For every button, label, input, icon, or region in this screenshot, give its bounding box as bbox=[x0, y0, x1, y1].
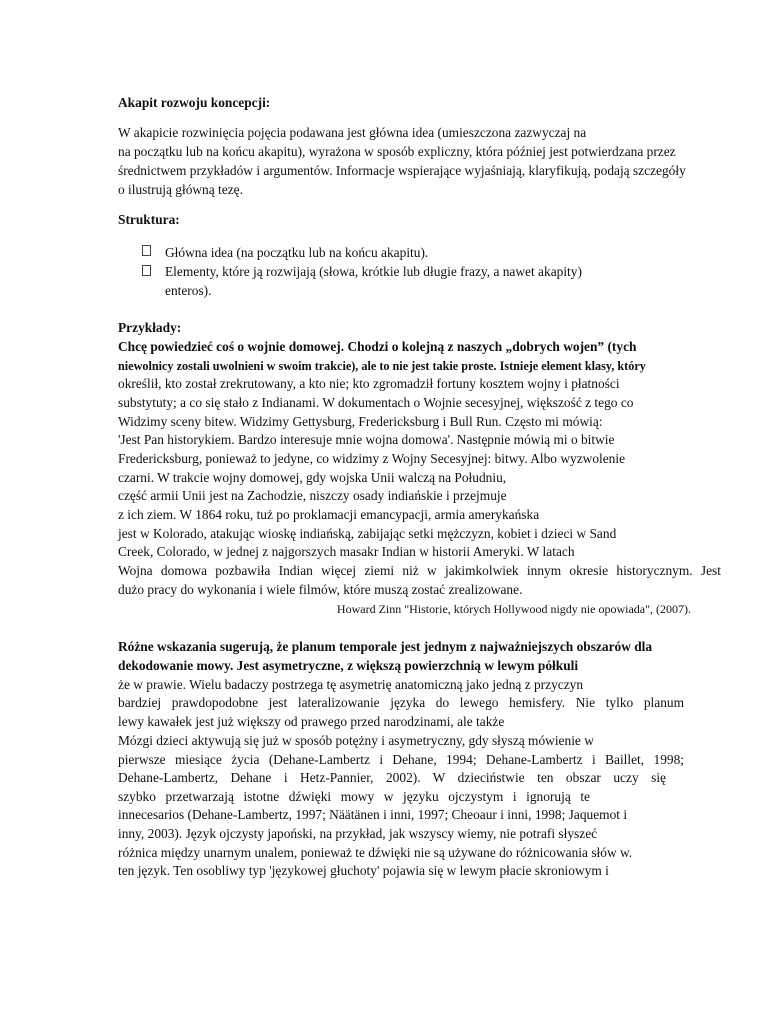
example1-line: z ich ziem. W 1864 roku, tuż po proklamacji emancypacji, armia amerykańska bbox=[118, 507, 540, 522]
bullet-item: Elementy, które ją rozwijają (słowa, krótkie lub długie frazy, a nawet akapity) bbox=[165, 264, 582, 279]
example2-line: pierwsze miesiące życia (Dehane-Lambertz i Dehane, 1994; Dehane-Lambertz i Baillet, 1998; bbox=[118, 752, 684, 767]
example1-line: część armii Unii jest na Zachodzie, niszczy osady indiańskie i przejmuje bbox=[118, 488, 507, 503]
example1-line: czarni. W trakcie wojny domowej, gdy wojska Unii walczą na Południu, bbox=[118, 470, 507, 485]
example1-line: dużo pracy do wykonania i wiele filmów, które muszą zostać zrealizowane. bbox=[118, 582, 523, 597]
section-heading: Akapit rozwoju koncepcji: bbox=[118, 95, 271, 110]
example2-line: ten język. Ten osobliwy typ 'językowej głuchoty' pojawia się w lewym płacie skroniowym i bbox=[118, 863, 609, 878]
quote-source: Howard Zinn "Historie, których Hollywood nigdy nie opowiada", (2007). bbox=[336, 602, 691, 616]
example1-line: 'Jest Pan historykiem. Bardzo interesuje mnie wojna domowa'. Następnie mówią mi o bitwie bbox=[118, 432, 615, 447]
bullet-box-icon bbox=[142, 265, 151, 276]
examples-heading: Przykłady: bbox=[118, 320, 182, 335]
example1-line: Wojna domowa pozbawiła Indian więcej ziemi niż w jakimkolwiek innym okresie historycznym. Jest bbox=[118, 563, 721, 578]
example2-line: inny, 2003). Język ojczysty japoński, na przykład, jak wszyscy wiemy, nie potrafi słyszeć bbox=[118, 826, 598, 841]
example2-line: innecesarios (Dehane-Lambertz, 1997; Näätänen i inni, 1997; Cheoaur i inni, 1998; Jaquemot i bbox=[118, 807, 628, 822]
example2-line: bardziej prawdopodobne jest lateralizowanie języka do lewego hemisfery. Nie tylko planum bbox=[118, 695, 684, 710]
example2-line: Mózgi dzieci aktywują się już w sposób potężny i asymetryczny, gdy słyszą mówienie w bbox=[118, 733, 594, 748]
intro-line: o ilustrują główną tezę. bbox=[118, 182, 243, 197]
example1-bold-line: Chcę powiedzieć coś o wojnie domowej. Chodzi o kolejną z naszych „dobrych wojen” (tych bbox=[118, 339, 637, 354]
example1-line: Creek, Colorado, w jednej z najgorszych masakr Indian w historii Ameryki. W latach bbox=[118, 544, 575, 559]
example2-line: lewy kawałek jest już większy od prawego przed narodzinami, ale także bbox=[118, 714, 505, 729]
example2-line: Dehane-Lambertz, Dehane i Hetz-Pannier, 2002). W dzieciństwie ten obszar uczy się bbox=[118, 770, 666, 785]
example1-line: Fredericksburg, ponieważ to jedyne, co widzimy z Wojny Secesyjnej: bitwy. Albo wyzwolenie bbox=[118, 451, 626, 466]
example1-line: jest w Kolorado, atakując wioskę indiańską, zabijając setki mężczyzn, kobiet i dzieci w Sand bbox=[118, 526, 617, 541]
example2-line: różnica między unarnym unalem, ponieważ te dźwięki nie są używane do różnicowania słów w. bbox=[118, 845, 633, 860]
example2-bold-line: Różne wskazania sugerują, że planum temporale jest jednym z najważniejszych obszarów dla bbox=[118, 639, 653, 654]
bullet-box-icon bbox=[142, 245, 151, 256]
example1-bold-line: niewolnicy zostali uwolnieni w swoim trakcie), ale to nie jest takie proste. Istnieje element klasy, który bbox=[118, 359, 646, 373]
bullet-item: Główna idea (na początku lub na końcu akapitu). bbox=[165, 245, 429, 260]
intro-line: średnictwem przykładów i argumentów. Informacje wspierające wyjaśniają, klaryfikują, podają szczegóły bbox=[118, 163, 686, 178]
intro-line: na początku lub na końcu akapitu), wyrażona w sposób expliczny, która później jest potwierdzana przez bbox=[118, 144, 676, 159]
example1-line: Widzimy sceny bitew. Widzimy Gettysburg, Fredericksburg i Bull Run. Często mi mówią: bbox=[118, 414, 603, 429]
example1-line: substytuty; a co się stało z Indianami. W dokumentach o Wojnie secesyjnej, większość z tego co bbox=[118, 395, 634, 410]
example1-line: określił, kto został zrekrutowany, a kto nie; kto zgromadził fortuny kosztem wojny i płatności bbox=[118, 376, 620, 391]
example2-line: że w prawie. Wielu badaczy postrzega tę asymetrię anatomiczną jako jedną z przyczyn bbox=[118, 677, 584, 692]
example2-bold-line: dekodowanie mowy. Jest asymetryczne, z większą powierzchnią w lewym półkuli bbox=[118, 658, 579, 673]
example2-line: szybko przetwarzają istotne dźwięki mowy w języku ojczystym i ignorują te bbox=[118, 789, 590, 804]
bullet-item-continuation: enteros). bbox=[165, 283, 212, 298]
structure-heading: Struktura: bbox=[118, 212, 180, 227]
intro-line: W akapicie rozwinięcia pojęcia podawana jest główna idea (umieszczona zazwyczaj na bbox=[118, 125, 587, 140]
